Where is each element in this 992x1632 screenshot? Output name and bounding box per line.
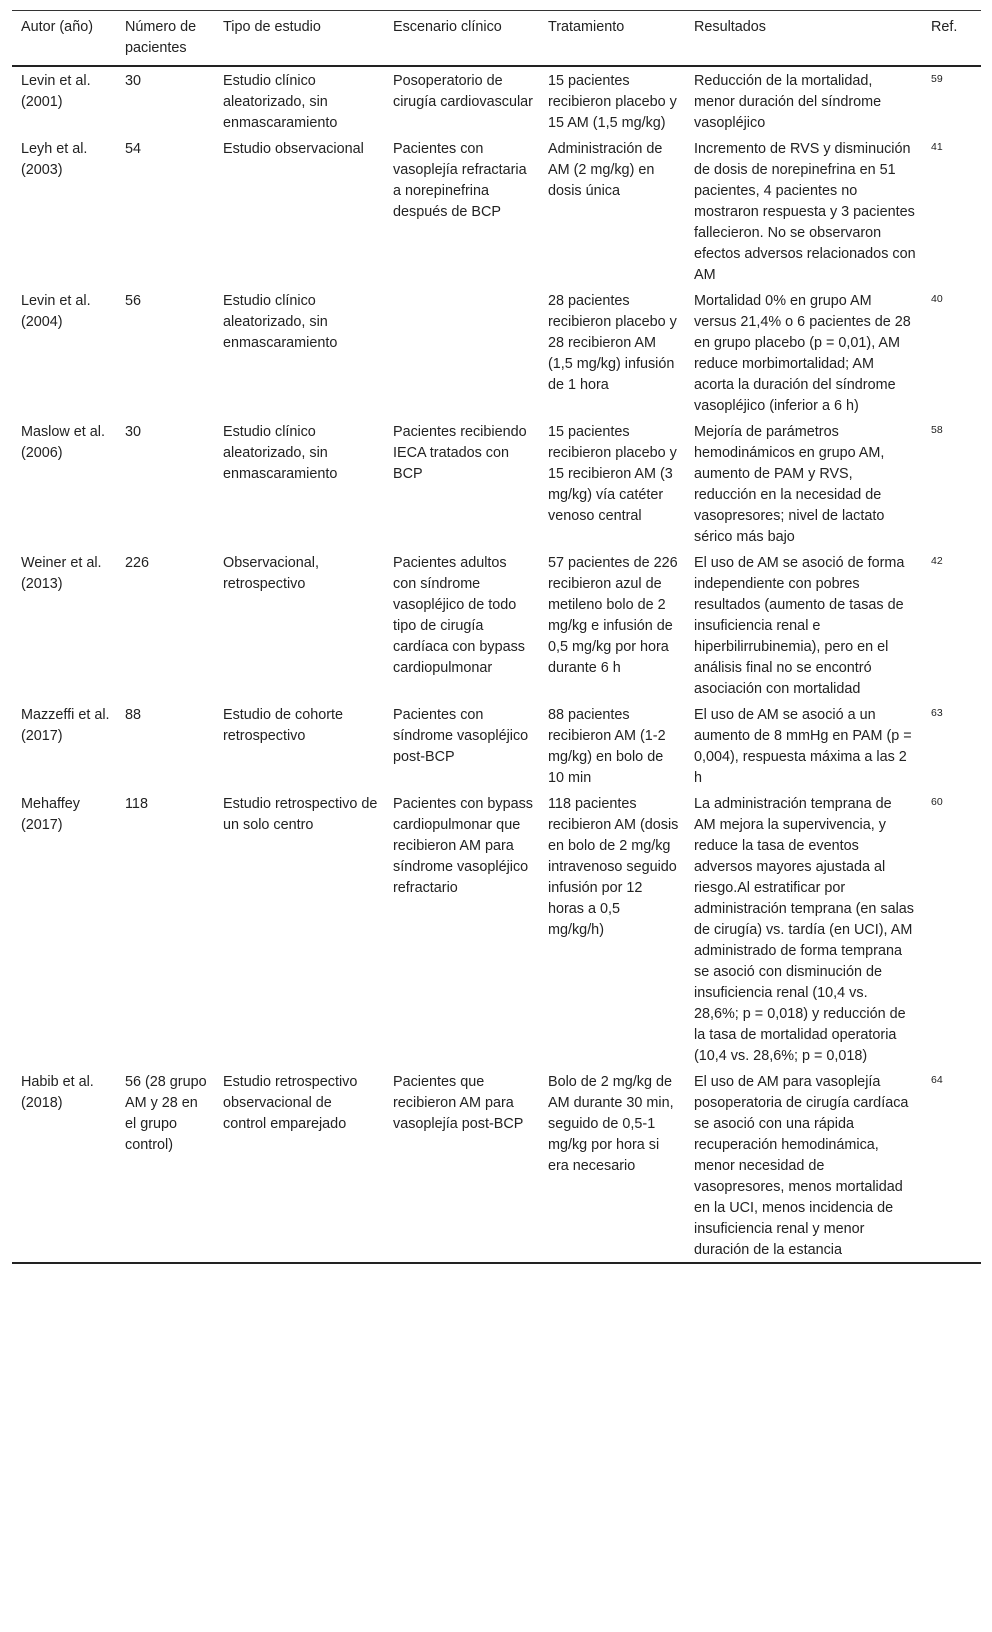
cell-study-type: Observacional, retrospectivo	[223, 555, 319, 592]
cell-results: El uso de AM se asoció a un aumento de 8 mmHg en PAM (p = 0,004), respuesta máxima a las 2 h	[694, 707, 912, 786]
cell-ref[interactable]: 60	[931, 796, 943, 808]
cell-patients: 118	[125, 796, 148, 812]
cell-study-type: Estudio retrospectivo de un solo centro	[223, 796, 378, 833]
cell-scenario: Pacientes adultos con síndrome vasopléjico de todo tipo de cirugía cardíaca con bypass cardiopulmonar	[393, 555, 525, 676]
header-ref: Ref.	[931, 19, 958, 35]
cell-treatment: 57 pacientes de 226 recibieron azul de metileno bolo de 2 mg/kg e infusión de 0,5 mg/kg por hora durante 6 h	[548, 555, 678, 676]
cell-results: Mejoría de parámetros hemodinámicos en grupo AM, aumento de PAM y RVS, reducción en la necesidad de vasopresores; nivel de lactato sérico más bajo	[694, 424, 885, 545]
cell-patients: 30	[125, 424, 142, 440]
cell-study-type: Estudio clínico aleatorizado, sin enmascaramiento	[223, 424, 338, 482]
header-scenario: Escenario clínico	[393, 19, 502, 35]
cell-treatment: 88 pacientes recibieron AM (1-2 mg/kg) en bolo de 10 min	[548, 707, 666, 786]
studies-table	[12, 10, 981, 1264]
cell-scenario: Pacientes con bypass cardiopulmonar que recibieron AM para síndrome vasopléjico refractario	[393, 796, 533, 896]
table-row	[12, 790, 981, 1068]
cell-results: Reducción de la mortalidad, menor duración del síndrome vasopléjico	[694, 73, 882, 131]
cell-results: Mortalidad 0% en grupo AM versus 21,4% o 6 pacientes de 28 en grupo placebo (p = 0,01), AM reduce morbimortalidad; AM acorta la duración del síndrome vasopléjico (inferior a 6 h)	[694, 293, 911, 414]
cell-study-type: Estudio clínico aleatorizado, sin enmascaramiento	[223, 293, 338, 351]
cell-results: El uso de AM se asoció de forma independiente con pobres resultados (aumento de tasas de insuficiencia renal e hiperbilirrubinemia), pero en el análisis final no se encontró asociación con mortalidad	[694, 555, 905, 697]
cell-patients: 30	[125, 73, 142, 89]
cell-treatment: 15 pacientes recibieron placebo y 15 recibieron AM (3 mg/kg) vía catéter venoso central	[548, 424, 677, 524]
cell-scenario: Pacientes con síndrome vasopléjico post-BCP	[393, 707, 529, 765]
cell-scenario: Posoperatorio de cirugía cardiovascular	[393, 73, 533, 110]
cell-study-type: Estudio de cohorte retrospectivo	[223, 707, 344, 744]
cell-scenario: Pacientes con vasoplejía refractaria a norepinefrina después de BCP	[393, 141, 527, 220]
cell-ref[interactable]: 42	[931, 555, 943, 567]
cell-ref[interactable]: 40	[931, 293, 943, 305]
header-row	[12, 11, 981, 67]
cell-author: Levin et al. (2004)	[21, 293, 91, 330]
cell-scenario: Pacientes que recibieron AM para vasoplejía post-BCP	[393, 1074, 524, 1132]
cell-treatment: 118 pacientes recibieron AM (dosis en bolo de 2 mg/kg intravenoso seguido infusión por 12 horas a 0,5 mg/kg/h)	[548, 796, 679, 938]
cell-author: Maslow et al. (2006)	[21, 424, 105, 461]
cell-scenario: Pacientes recibiendo IECA tratados con BCP	[393, 424, 527, 482]
cell-treatment: 15 pacientes recibieron placebo y 15 AM (1,5 mg/kg)	[548, 73, 677, 131]
table-header	[12, 11, 981, 67]
cell-author: Leyh et al. (2003)	[21, 141, 88, 178]
cell-patients: 226	[125, 555, 150, 571]
cell-ref[interactable]: 63	[931, 707, 943, 719]
table-row	[12, 1068, 981, 1263]
cell-study-type: Estudio clínico aleatorizado, sin enmascaramiento	[223, 73, 338, 131]
cell-study-type: Estudio observacional	[223, 141, 364, 157]
cell-results: La administración temprana de AM mejora la supervivencia, y reduce la tasa de eventos adversos mayores ajustada al riesgo.Al estratificar por administración temprana (en salas de cirugía) vs. tardía (en UCI), AM administrado de forma temprana se asoció con disminución de insuficiencia renal (10,4 vs. 28,6%; p = 0,018) y reducción de la tasa de mortalidad operatoria (10,4 vs. 28,6%; p = 0,018)	[694, 796, 914, 1064]
header-results: Resultados	[694, 19, 766, 35]
cell-ref[interactable]: 41	[931, 141, 943, 153]
cell-results: El uso de AM para vasoplejía posoperatoria de cirugía cardíaca se asoció con una rápida recuperación hemodinámica, menor necesidad de vasopresores, menos mortalidad en la UCI, menos incidencia de insuficiencia renal y menor duración de la estancia	[694, 1074, 909, 1258]
cell-treatment: Administración de AM (2 mg/kg) en dosis única	[548, 141, 663, 199]
cell-patients: 56	[125, 293, 142, 309]
cell-author: Levin et al. (2001)	[21, 73, 91, 110]
header-patients: Número de pacientes	[125, 19, 197, 56]
cell-scenario	[384, 287, 539, 418]
cell-author: Mehaffey (2017)	[21, 796, 80, 833]
cell-author: Habib et al. (2018)	[21, 1074, 94, 1111]
table-row	[12, 418, 981, 549]
cell-ref[interactable]: 64	[931, 1074, 943, 1086]
table-row	[12, 549, 981, 701]
header-study-type: Tipo de estudio	[223, 19, 321, 35]
table-body	[12, 66, 981, 1263]
cell-ref[interactable]: 58	[931, 424, 943, 436]
table-row	[12, 135, 981, 287]
cell-author: Mazzeffi et al. (2017)	[21, 707, 110, 744]
cell-patients: 88	[125, 707, 142, 723]
cell-results: Incremento de RVS y disminución de dosis de norepinefrina en 51 pacientes, 4 pacientes no mostraron respuesta y 3 pacientes fallecieron. No se observaron efectos adversos relacionados con AM	[694, 141, 916, 283]
table-row	[12, 701, 981, 790]
table-row	[12, 287, 981, 418]
cell-patients: 54	[125, 141, 142, 157]
header-treatment: Tratamiento	[548, 19, 625, 35]
cell-study-type: Estudio retrospectivo observacional de control emparejado	[223, 1074, 358, 1132]
cell-patients: 56 (28 grupo AM y 28 en el grupo control)	[125, 1074, 207, 1153]
cell-treatment: 28 pacientes recibieron placebo y 28 recibieron AM (1,5 mg/kg) infusión de 1 hora	[548, 293, 677, 393]
header-author: Autor (año)	[21, 19, 93, 35]
cell-treatment: Bolo de 2 mg/kg de AM durante 30 min, seguido de 0,5-1 mg/kg por hora si era necesario	[548, 1074, 674, 1174]
cell-author: Weiner et al. (2013)	[21, 555, 102, 592]
cell-ref[interactable]: 59	[931, 73, 943, 85]
table-row	[12, 66, 981, 135]
